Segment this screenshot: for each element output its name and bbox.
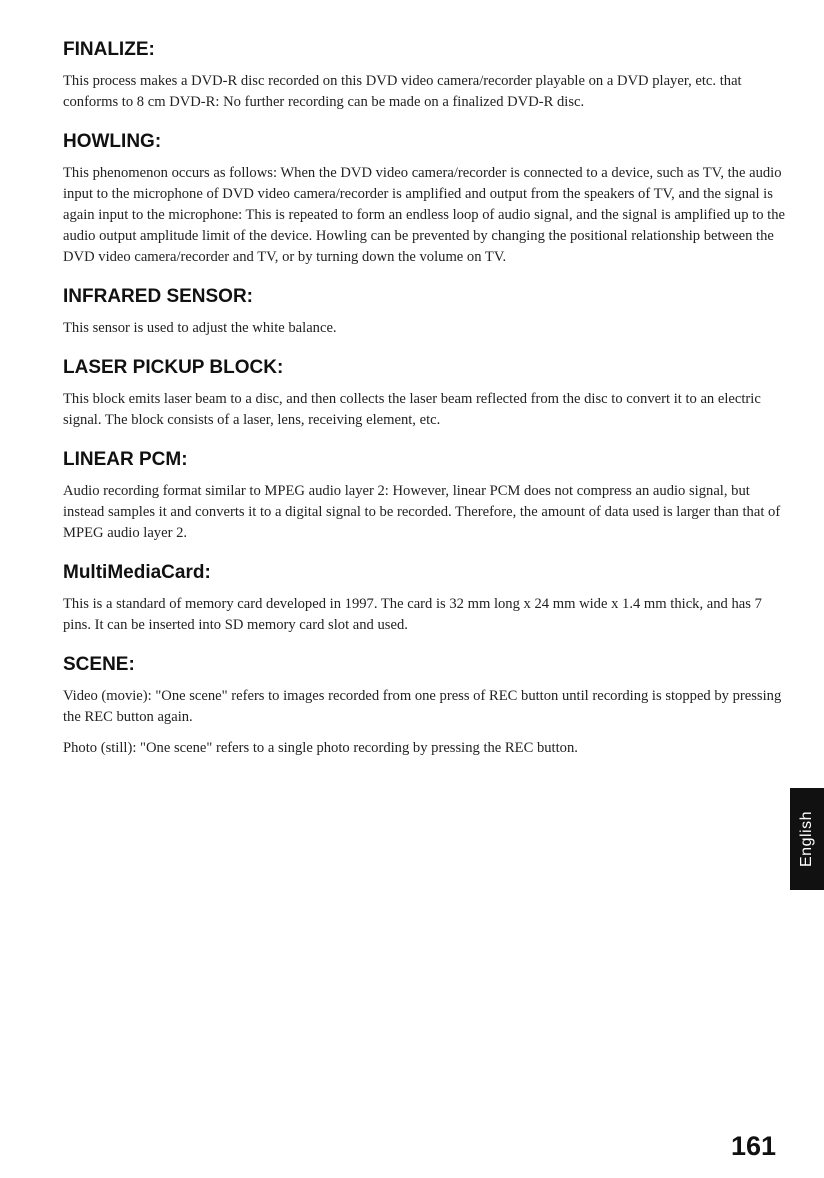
glossary-term	[63, 561, 785, 636]
term-heading: LASER PICKUP BLOCK:	[63, 357, 284, 378]
page-number: 161	[730, 1131, 776, 1161]
glossary-term	[63, 653, 785, 759]
term-heading: HOWLING:	[63, 131, 162, 152]
term-heading: FINALIZE:	[63, 39, 155, 60]
term-heading: MultiMediaCard:	[63, 562, 211, 583]
term-definition: This block emits laser beam to a disc, and then collects the laser beam reflected from the disc to convert it to an electric signal. The block consists of a laser, lens, receiving element, etc.	[63, 391, 761, 428]
term-definition: This phenomenon occurs as follows: When the DVD video camera/recorder is connected to a device, such as TV, the audio input to the microphone of DVD video camera/recorder is amplified and output from the speakers of TV, and the signal is again input to the microphone: This is repeated to form an endless loop of audio signal, and the signal is amplified up to the audio output amplitude limit of the device. Howling can be prevented by changing the positional relationship between the DVD video camera/recorder and TV, or by turning down the volume on TV.	[63, 165, 785, 265]
language-side-tab	[790, 788, 824, 890]
language-label: English	[798, 811, 816, 867]
term-definition: Video (movie): "One scene" refers to images recorded from one press of REC button until recording is stopped by pressing the REC button again.	[63, 688, 782, 725]
term-heading: INFRARED SENSOR:	[63, 286, 254, 307]
glossary-term	[63, 285, 785, 339]
term-definition: Audio recording format similar to MPEG audio layer 2: However, linear PCM does not compress an audio signal, but instead samples it and converts it to a digital signal to be recorded. Therefore, the amount of data used is larger than that of MPEG audio layer 2.	[63, 483, 781, 541]
glossary-term	[63, 130, 785, 268]
glossary-term	[63, 38, 785, 113]
term-definition: Photo (still): "One scene" refers to a single photo recording by pressing the REC button.	[63, 740, 578, 756]
glossary-term	[63, 448, 785, 544]
glossary-term	[63, 356, 785, 431]
term-heading: LINEAR PCM:	[63, 449, 188, 470]
term-definition: This is a standard of memory card developed in 1997. The card is 32 mm long x 24 mm wide x 1.4 mm thick, and has 7 pins. It can be inserted into SD memory card slot and used.	[63, 596, 762, 633]
term-definition: This process makes a DVD-R disc recorded on this DVD video camera/recorder playable on a DVD player, etc. that conforms to 8 cm DVD-R: No further recording can be made on a finalized DVD-R disc.	[63, 73, 742, 110]
glossary-content	[63, 38, 785, 776]
term-definition: This sensor is used to adjust the white balance.	[63, 320, 337, 336]
term-heading: SCENE:	[63, 654, 135, 675]
